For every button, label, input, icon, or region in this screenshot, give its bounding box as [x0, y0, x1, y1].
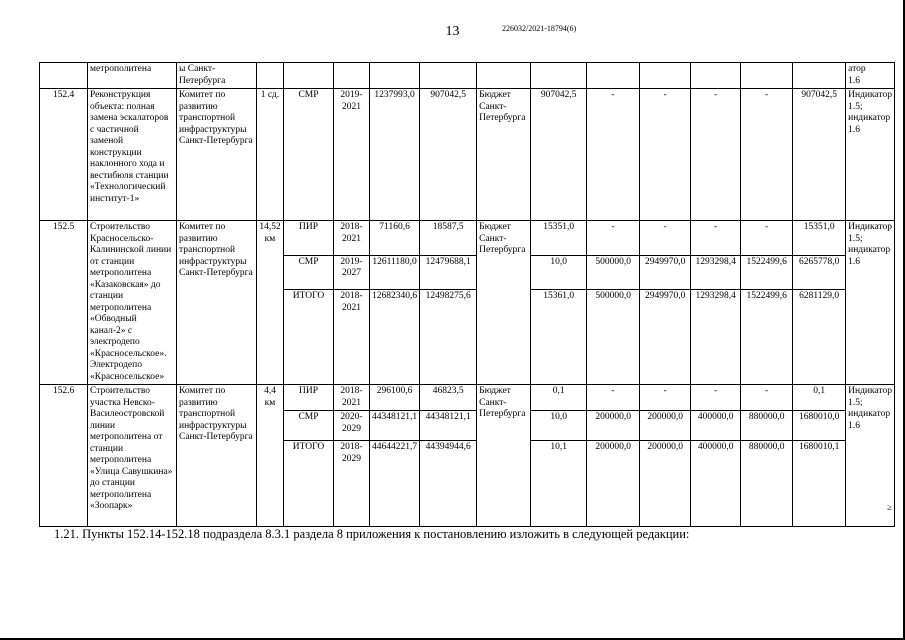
cell-cost: 44644221,7 [370, 441, 420, 527]
table-row [40, 385, 895, 411]
side-mark: ≥ [887, 502, 892, 512]
cell-executor: Комитет по развитию транспортной инфраструктуры Санкт-Петербурга [177, 221, 257, 385]
cell-y5: 0,1 [793, 385, 846, 411]
cell-period: 2019-2021 [334, 89, 370, 221]
cell-y3: - [691, 221, 741, 256]
cell-y2: 200000,0 [640, 411, 691, 441]
table-row [40, 221, 895, 256]
cell-type: ПИР [284, 385, 334, 411]
cell-capacity: 14,52 км [257, 221, 284, 385]
cell-cost: 296100,6 [370, 385, 420, 411]
cell-y1: - [587, 385, 640, 411]
cell-y3: 400000,0 [691, 411, 741, 441]
cell-funding: 46823,5 [420, 385, 477, 411]
cell-cost: 44348121,1 [370, 411, 420, 441]
cell-y1: 500000,0 [587, 290, 640, 385]
cell-type: СМР [284, 411, 334, 441]
cell-type: ИТОГО [284, 290, 334, 385]
cell-empty [793, 63, 846, 89]
cell-y4: 1522499,6 [741, 290, 793, 385]
cell-type: СМР [284, 89, 334, 221]
cell-y3: - [691, 89, 741, 221]
cell-empty [640, 63, 691, 89]
amendment-instruction: 1.21. Пункты 152.14-152.18 подраздела 8.3.1 раздела 8 приложения к постановлению изложить в следующей редакции: [54, 527, 690, 541]
program-table [39, 62, 895, 527]
cell-funding: 44348121,1 [420, 411, 477, 441]
cell-funding-source: Бюджет Санкт-Петербурга [477, 89, 531, 221]
cell-executor: ы Санкт- Петербурга [177, 63, 257, 89]
cell-empty [370, 63, 420, 89]
cell-y5: 1680010,0 [793, 411, 846, 441]
cell-funding-source: Бюджет Санкт-Петербурга [477, 385, 531, 527]
cell-y5: 1680010,1 [793, 441, 846, 527]
cell-empty [587, 63, 640, 89]
cell-y5: 15351,0 [793, 221, 846, 256]
cell-empty [334, 63, 370, 89]
cell-y1: 200000,0 [587, 441, 640, 527]
cell-indicator: Индикатор 1.5; индикатор 1.6 [846, 221, 895, 385]
cell-item-number: 152.5 [40, 221, 88, 385]
cell-total: 15351,0 [531, 221, 587, 256]
cell-period: 2018-2021 [334, 290, 370, 385]
cell-item-number: 152.6 [40, 385, 88, 527]
cell-period: 2018-2021 [334, 385, 370, 411]
cell-y2: - [640, 385, 691, 411]
cell-funding: 18587,5 [420, 221, 477, 256]
cell-object-name: Реконструкция объекта: полная замена эскалаторов с частичной заменой конструкции наклонного хода и вестибюля станции «Технологический институт-1» [88, 89, 177, 221]
cell-cost: 71160,6 [370, 221, 420, 256]
cell-type: ПИР [284, 221, 334, 256]
cell-y2: 2949970,0 [640, 290, 691, 385]
cell-empty [691, 63, 741, 89]
cell-indicator: атор 1.6 [846, 63, 895, 89]
cell-empty [477, 63, 531, 89]
cell-capacity: 4,4 км [257, 385, 284, 527]
cell-total: 10,0 [531, 411, 587, 441]
cell-type: СМР [284, 255, 334, 290]
table-row [40, 89, 895, 221]
cell-total: 15361,0 [531, 290, 587, 385]
cell-y3: 400000,0 [691, 441, 741, 527]
cell-total: 907042,5 [531, 89, 587, 221]
cell-funding: 12498275,6 [420, 290, 477, 385]
cell-y3: - [691, 385, 741, 411]
cell-object-name: Строительство Красносельско-Калининской линии от станции метрополитена «Казаковская» до станции метрополитена «Обводный канал-2» с электродепо «Красносельское». Электродепо «Красносельское» [88, 221, 177, 385]
cell-funding-source: Бюджет Санкт-Петербурга [477, 221, 531, 385]
cell-object-name: Строительство участка Невско-Василеостровской линии метрополитена от станции метрополитена «Улица Савушкина» до станции метрополитена «Зоопарк» [88, 385, 177, 527]
cell-y5: 907042,5 [793, 89, 846, 221]
cell-period: 2020-2029 [334, 411, 370, 441]
cell-capacity: 1 сд. [257, 89, 284, 221]
cell-y4: 880000,0 [741, 411, 793, 441]
cell-funding: 907042,5 [420, 89, 477, 221]
cell-y4: - [741, 221, 793, 256]
cell-y2: - [640, 89, 691, 221]
cell-y2: - [640, 221, 691, 256]
cell-funding: 44394944,6 [420, 441, 477, 527]
cell-y4: - [741, 89, 793, 221]
cell-total: 0,1 [531, 385, 587, 411]
cell-item-number: 152.4 [40, 89, 88, 221]
cell-y4: - [741, 385, 793, 411]
cell-cost: 1237993,0 [370, 89, 420, 221]
cell-y4: 880000,0 [741, 441, 793, 527]
cell-total: 10,1 [531, 441, 587, 527]
cell-y2: 2949970,0 [640, 255, 691, 290]
cell-y1: 200000,0 [587, 411, 640, 441]
cell-funding: 12479688,1 [420, 255, 477, 290]
cell-empty [531, 63, 587, 89]
cell-y3: 1293298,4 [691, 290, 741, 385]
cell-type: ИТОГО [284, 441, 334, 527]
cell-executor: Комитет по развитию транспортной инфраструктуры Санкт-Петербурга [177, 385, 257, 527]
cell-y3: 1293298,4 [691, 255, 741, 290]
cell-y1: 500000,0 [587, 255, 640, 290]
cell-cost: 12682340,6 [370, 290, 420, 385]
cell-y4: 1522499,6 [741, 255, 793, 290]
cell-empty [40, 63, 88, 89]
cell-total: 10,0 [531, 255, 587, 290]
cell-period: 2019-2027 [334, 255, 370, 290]
cell-period: 2018-2029 [334, 441, 370, 527]
cell-empty [284, 63, 334, 89]
cell-indicator: Индикатор 1.5; индикатор 1.6 [846, 89, 895, 221]
document-id: 226032/2021-18794(6) [502, 24, 577, 33]
cell-empty [257, 63, 284, 89]
cell-period: 2018-2021 [334, 221, 370, 256]
cell-empty [420, 63, 477, 89]
cell-executor: Комитет по развитию транспортной инфраструктуры Санкт-Петербурга [177, 89, 257, 221]
cell-cost: 12611180,0 [370, 255, 420, 290]
cell-empty [741, 63, 793, 89]
cell-y1: - [587, 221, 640, 256]
cell-indicator: Индикатор 1.5; индикатор 1.6 [846, 385, 895, 527]
cell-y2: 200000,0 [640, 441, 691, 527]
cell-name: метрополитена [88, 63, 177, 89]
cell-y5: 6265778,0 [793, 255, 846, 290]
cell-y1: - [587, 89, 640, 221]
cell-y5: 6281129,0 [793, 290, 846, 385]
table-row [40, 63, 895, 89]
page-number: 13 [445, 24, 460, 39]
